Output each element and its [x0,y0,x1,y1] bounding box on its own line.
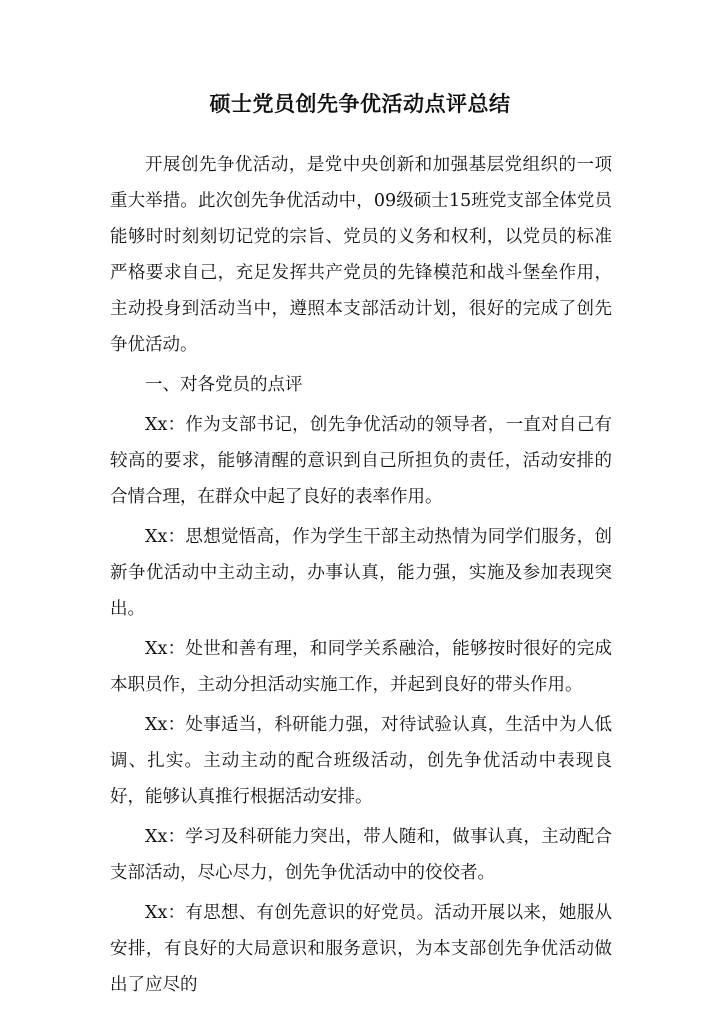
document-title: 硕士党员创先争优活动点评总结 [209,91,511,116]
paragraph-comment: Xx：有思想、有创先意识的好党员。活动开展以来，她服从安排，有良好的大局意识和服务意识，为本支部创先争优活动做出了应尽的 [110,903,612,995]
paragraph-intro: 开展创先争优活动，是党中央创新和加强基层党组织的一项重大举措。此次创先争优活动中，09级硕士15班党支部全体党员能够时时刻刻切记党的宗旨、党员的义务和权利，以党员的标准严格要求自己，充足发挥共产党员的先锋模范和战斗堡垒作用，主动投身到活动当中，遵照本支部活动计划，很好的完成了创先争优活动。 [110,155,612,355]
document-body [110,147,612,1003]
paragraph-comment: Xx：处事适当，科研能力强，对待试验认真，生活中为人低调、扎实。主动主动的配合班级活动，创先争优活动中表现良好，能够认真推行根据活动安排。 [110,715,612,807]
paragraph-comment: Xx：思想觉悟高，作为学生干部主动热情为同学们服务，创新争优活动中主动主动，办事认真，能力强，实施及参加表现突出。 [110,527,612,619]
paragraph-comment: Xx：处世和善有理，和同学关系融洽，能够按时很好的完成本职员作，主动分担活动实施工作，并起到良好的带头作用。 [110,639,612,695]
paragraph-comment: Xx：学习及科研能力突出，带人随和，做事认真，主动配合支部活动，尽心尽力，创先争优活动中的佼佼者。 [110,827,612,883]
paragraph-comment: Xx：作为支部书记，创先争优活动的领导者，一直对自己有较高的要求，能够清醒的意识到自己所担负的责任，活动安排的合情合理，在群众中起了良好的表率作用。 [110,415,612,507]
section-heading: 一、对各党员的点评 [145,375,303,395]
